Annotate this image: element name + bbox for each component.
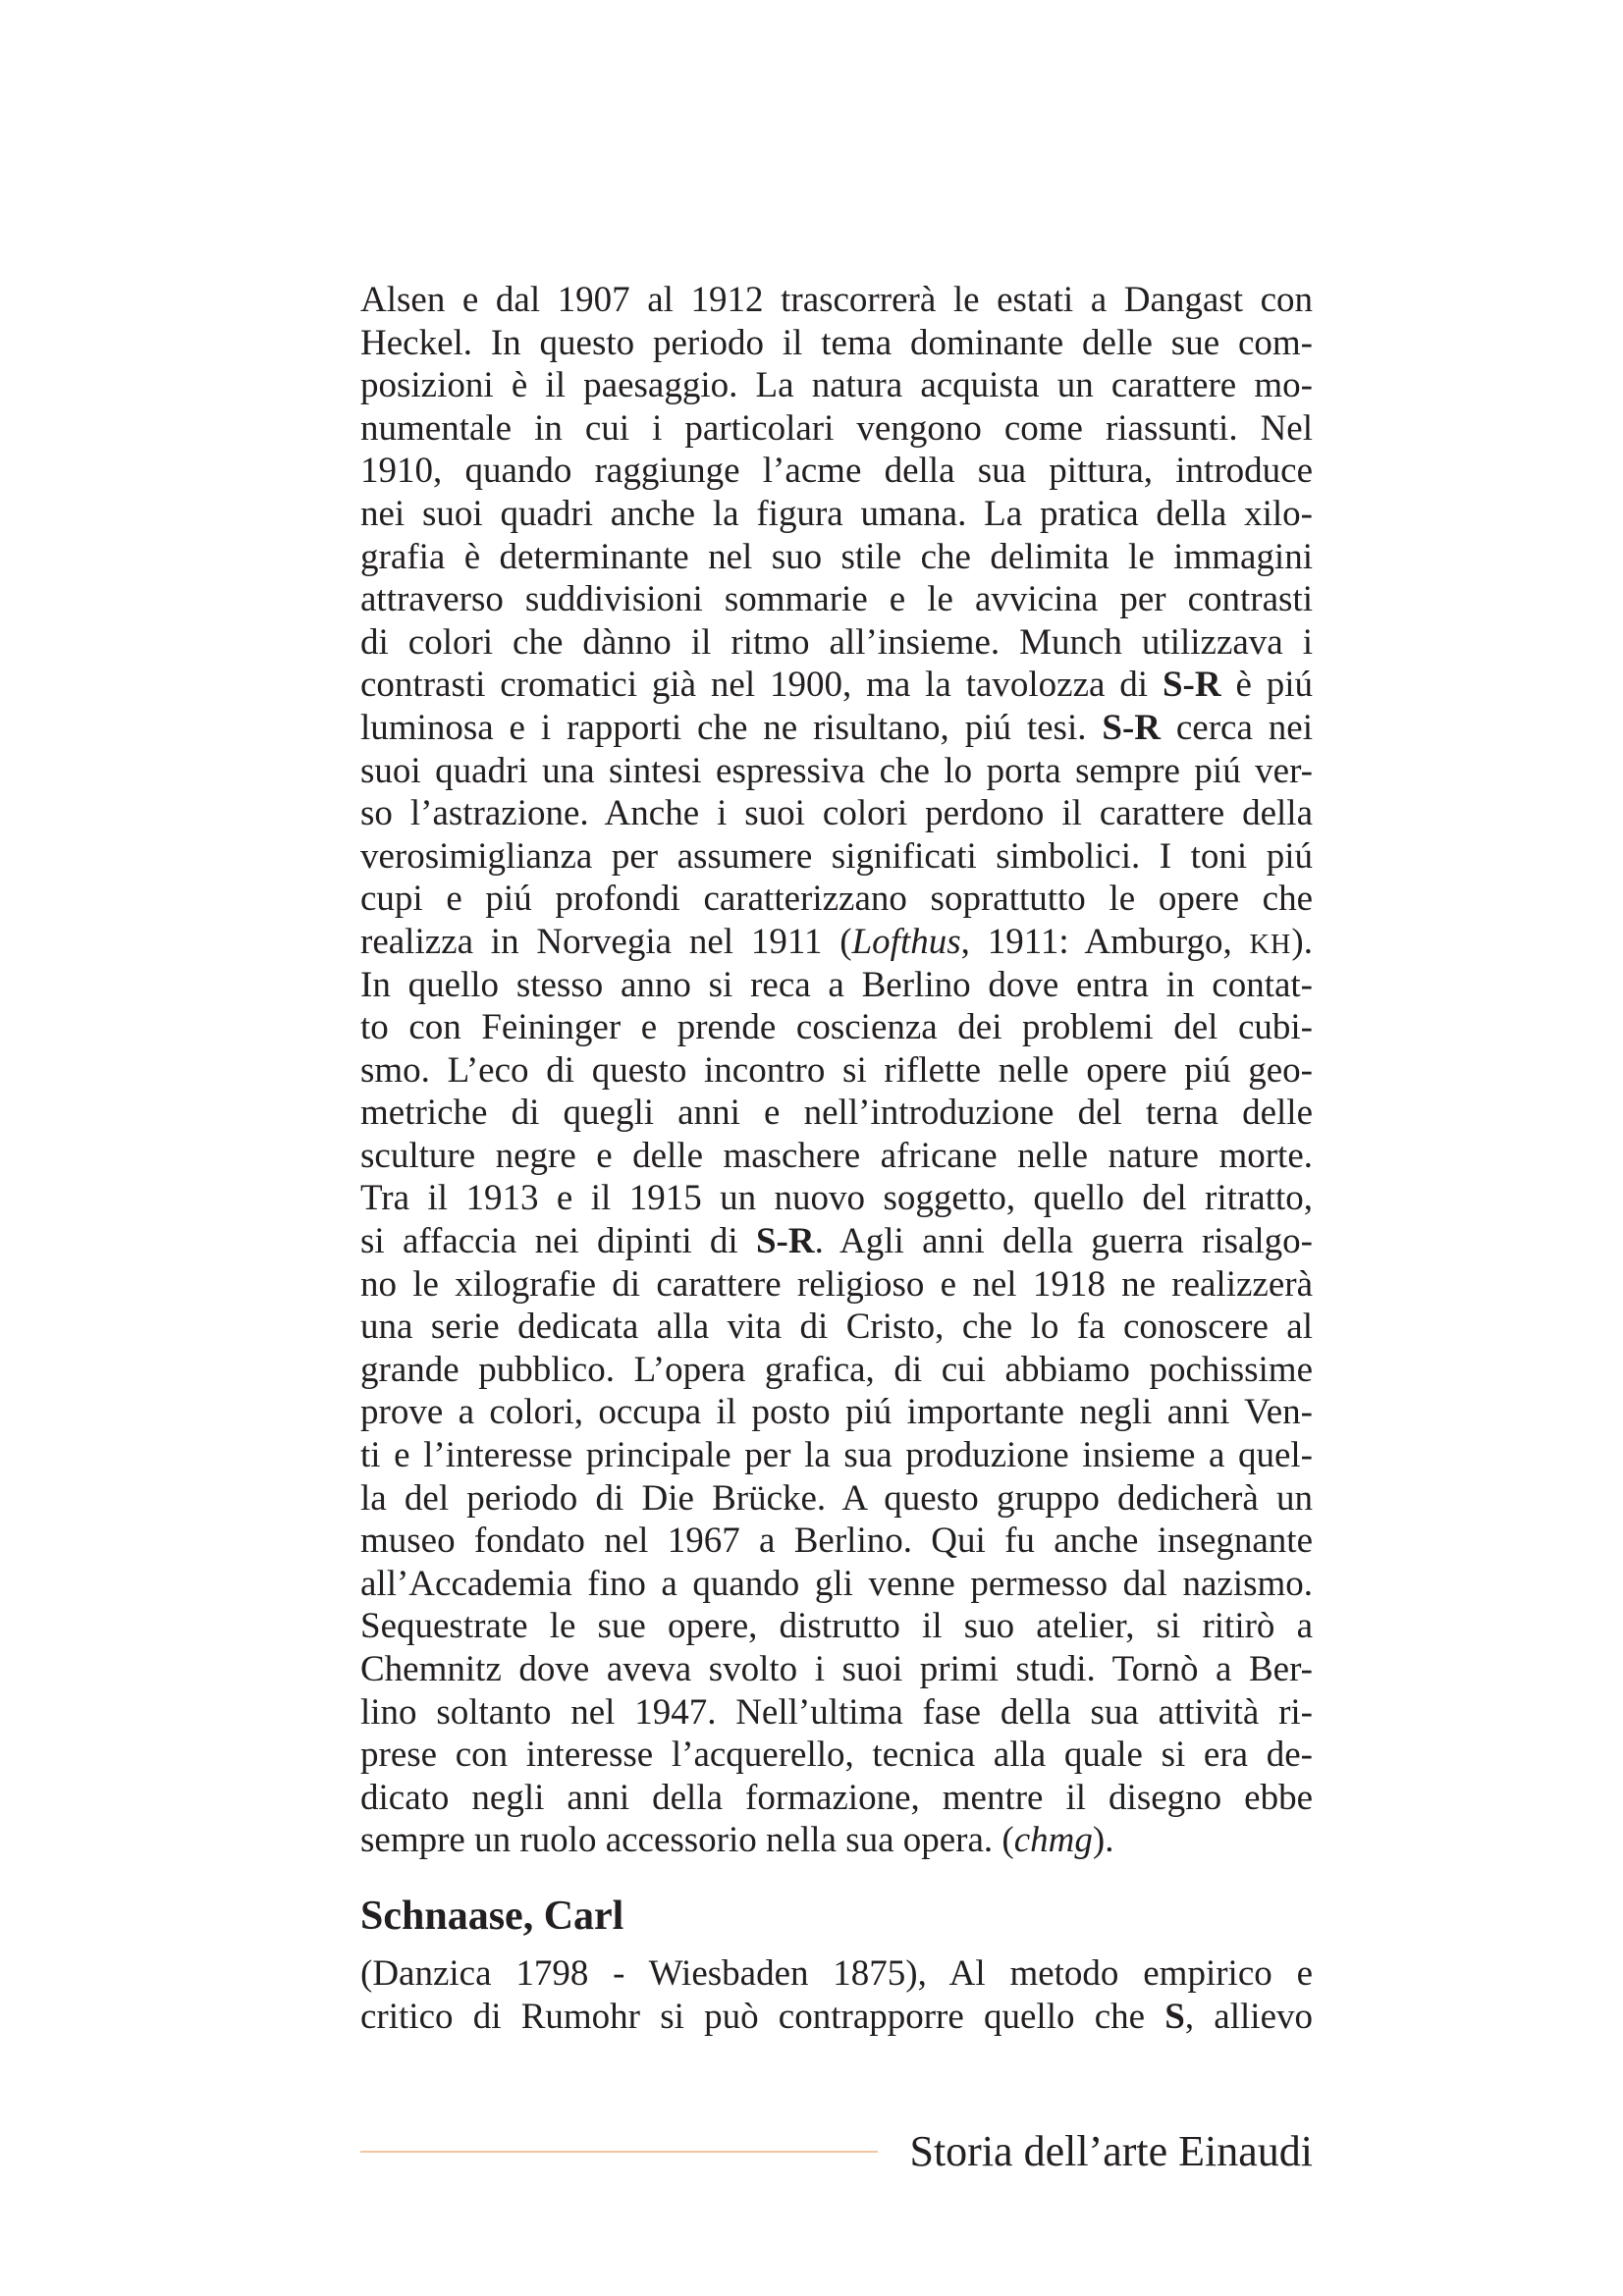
text-run: contrasti cromatici già nel 1900, ma la tavolozza di [360, 665, 1163, 706]
footer-rule [360, 2151, 878, 2153]
artist-abbreviation: S-R [1102, 707, 1161, 748]
text-line: la del periodo di Die Brücke. A questo gruppo dedicherà un [360, 1477, 1313, 1519]
entry-continuation-text [360, 279, 1313, 1862]
text-run: . Agli anni della guerra risalgo- [814, 1221, 1313, 1262]
text-line: 1910, quando raggiunge l’acme della sua pittura, introduce [360, 451, 1313, 492]
text-line: so l’astrazione. Anche i suoi colori perdono il carattere della [360, 793, 1313, 834]
text-run: ). [1092, 1820, 1114, 1861]
text-run: è piú [1220, 665, 1314, 706]
text-line: grande pubblico. L’opera grafica, di cui abbiamo pochissime [360, 1349, 1313, 1390]
text-line: to con Feininger e prende coscienza dei problemi del cubi- [360, 1007, 1313, 1048]
text-line: Sequestrate le sue opere, distrutto il suo atelier, si ritirò a [360, 1606, 1313, 1647]
text-line: suoi quadri una sintesi espressiva che lo porta sempre piú ver- [360, 750, 1313, 791]
text-line: (Danzica 1798 - Wiesbaden 1875), Al metodo empirico e [360, 1953, 1313, 1995]
text-line: In quello stesso anno si reca a Berlino dove entra in contat- [360, 964, 1313, 1005]
text-line: di colori che dànno il ritmo all’insieme. Munch utilizzava i [360, 621, 1313, 663]
author-initials: chmg [1013, 1820, 1093, 1861]
text-line: museo fondato nel 1967 a Berlino. Qui fu anche insegnante [360, 1521, 1313, 1562]
collection-abbreviation: KH [1249, 929, 1292, 960]
artist-abbreviation: S-R [755, 1221, 815, 1262]
text-line: prese con interesse l’acquerello, tecnica alla quale si era de- [360, 1735, 1313, 1776]
text-run: critico di Rumohr si può contrapporre quello che [360, 1996, 1165, 2037]
page-footer [360, 2127, 1313, 2176]
text-line: numentale in cui i particolari vengono come riassunti. Nel [360, 407, 1313, 449]
text-line: prove a colori, occupa il posto piú importante negli anni Ven- [360, 1392, 1313, 1433]
text-run: , 1911: Amburgo, [960, 921, 1250, 962]
running-footer-title: Storia dell’arte Einaudi [909, 2127, 1313, 2175]
entry-heading: Schnaase, Carl [360, 1894, 624, 1939]
text-line: Chemnitz dove aveva svolto i suoi primi studi. Tornò a Ber- [360, 1649, 1313, 1689]
artist-abbreviation: S-R [1162, 665, 1221, 706]
text-line: smo. L’eco di questo incontro si riflette nelle opere piú geo- [360, 1049, 1313, 1091]
text-line [360, 664, 1313, 707]
text-line: Alsen e dal 1907 al 1912 trascorrerà le estati a Dangast con [360, 280, 1313, 320]
text-line: posizioni è il paesaggio. La natura acquista un carattere mo- [360, 365, 1313, 406]
text-line: attraverso suddivisioni sommarie e le avvicina per contrasti [360, 579, 1313, 620]
text-line [360, 1819, 1313, 1862]
text-line: Heckel. In questo periodo il tema dominante delle sue com- [360, 322, 1313, 363]
text-line: no le xilografie di carattere religioso e nel 1918 ne realizzerà [360, 1263, 1313, 1305]
subject-abbreviation: S [1164, 1996, 1185, 2037]
artwork-title: Lofthus [851, 921, 961, 962]
text-run: , allievo [1184, 1996, 1313, 2037]
text-line [360, 921, 1313, 964]
text-line: ti e l’interesse principale per la sua produzione insieme a quel- [360, 1435, 1313, 1476]
text-line: sculture negre e delle maschere africane nelle nature morte. [360, 1135, 1313, 1176]
text-run: cerca nei [1161, 707, 1313, 748]
text-run: si affaccia nei dipinti di [360, 1221, 756, 1262]
text-run: ). [1291, 921, 1313, 962]
text-line: grafia è determinante nel suo stile che delimita le immagini [360, 536, 1313, 577]
text-line: cupi e piú profondi caratterizzano soprattutto le opere che [360, 879, 1313, 920]
text-line [360, 1996, 1313, 2039]
entry-text [360, 1952, 1313, 2038]
text-line [360, 707, 1313, 750]
text-line: lino soltanto nel 1947. Nell’ultima fase della sua attività ri- [360, 1691, 1313, 1733]
text-line: una serie dedicata alla vita di Cristo, che lo fa conoscere al [360, 1307, 1313, 1348]
text-run: realizza in Norvegia nel 1911 ( [360, 921, 852, 962]
text-line: nei suoi quadri anche la figura umana. La pratica della xilo- [360, 493, 1313, 534]
text-run: luminosa e i rapporti che ne risultano, piú tesi. [360, 707, 1103, 748]
text-line: all’Accademia fino a quando gli venne permesso dal nazismo. [360, 1563, 1313, 1604]
text-line: verosimiglianza per assumere significati simbolici. I toni piú [360, 835, 1313, 877]
text-line: metriche di quegli anni e nell’introduzione del terna delle [360, 1093, 1313, 1134]
text-line: dicato negli anni della formazione, mentre il disegno ebbe [360, 1777, 1313, 1818]
text-line [360, 1220, 1313, 1263]
text-run: sempre un ruolo accessorio nella sua opera. ( [360, 1820, 1014, 1861]
text-line: Tra il 1913 e il 1915 un nuovo soggetto, quello del ritratto, [360, 1178, 1313, 1219]
